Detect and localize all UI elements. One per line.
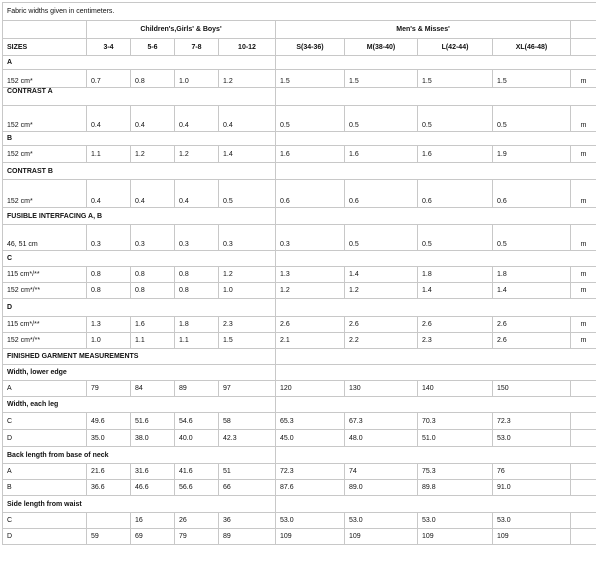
table-cell: 0.6	[345, 180, 418, 208]
table-cell: 1.2	[175, 146, 219, 163]
table-cell: 1.4	[345, 267, 418, 283]
table-cell: 0.5	[219, 180, 276, 208]
table-row	[3, 464, 596, 480]
table-cell: 89.0	[345, 480, 418, 496]
table-row	[3, 70, 596, 88]
table-row	[3, 381, 596, 397]
size-header: M(38-40)	[345, 39, 418, 56]
section-row	[3, 365, 596, 381]
row-label: A	[3, 381, 87, 397]
section-label: CONTRAST B	[3, 163, 276, 180]
table-cell: 53.0	[418, 513, 493, 529]
table-cell: 1.0	[219, 283, 276, 299]
table-cell: 1.2	[131, 146, 175, 163]
table-cell: 1.2	[219, 267, 276, 283]
section-row	[3, 132, 596, 146]
size-header: 5-6	[131, 39, 175, 56]
table-cell: 1.0	[87, 333, 131, 349]
row-label: 115 cm*/**	[3, 317, 87, 333]
table-cell: 58	[219, 413, 276, 430]
section-row	[3, 88, 596, 106]
section-label: Width, each leg	[3, 397, 276, 413]
table-cell: 0.3	[276, 225, 345, 251]
table-cell: 130	[345, 381, 418, 397]
table-cell: 76	[493, 464, 571, 480]
unit-cell: m	[571, 106, 596, 132]
table-cell: 0.3	[219, 225, 276, 251]
size-header: 10-12	[219, 39, 276, 56]
section-row	[3, 56, 596, 70]
table-cell: 2.3	[219, 317, 276, 333]
table-cell: 53.0	[276, 513, 345, 529]
table-cell: 0.6	[276, 180, 345, 208]
table-cell: 70.3	[418, 413, 493, 430]
table-cell: 41.6	[175, 464, 219, 480]
table-cell: 0.8	[87, 267, 131, 283]
table-cell: 109	[418, 529, 493, 545]
table-cell: 0.5	[493, 106, 571, 132]
table-row	[3, 513, 596, 529]
row-label: 152 cm*/**	[3, 333, 87, 349]
table-cell: 89	[175, 381, 219, 397]
table-cell: 120	[276, 381, 345, 397]
table-cell: 1.6	[345, 146, 418, 163]
table-cell: 97	[219, 381, 276, 397]
table-cell: 0.4	[87, 106, 131, 132]
row-label: A	[3, 464, 87, 480]
table-cell: 51.0	[418, 430, 493, 447]
table-row	[3, 480, 596, 496]
table-row	[3, 225, 596, 251]
row-label: 115 cm*/**	[3, 267, 87, 283]
table-cell: 79	[87, 381, 131, 397]
table-cell: 0.5	[418, 106, 493, 132]
unit-cell	[571, 513, 596, 529]
table-cell: 0.4	[175, 106, 219, 132]
row-label: D	[3, 529, 87, 545]
table-cell: 36	[219, 513, 276, 529]
table-cell: 40.0	[175, 430, 219, 447]
table-cell: 0.8	[131, 267, 175, 283]
table-row	[3, 146, 596, 163]
table-row	[3, 529, 596, 545]
table-cell: 16	[131, 513, 175, 529]
table-cell: 0.6	[493, 180, 571, 208]
table-cell: 1.2	[345, 283, 418, 299]
table-cell: 0.5	[345, 106, 418, 132]
table-cell: 2.6	[345, 317, 418, 333]
size-header: 3-4	[87, 39, 131, 56]
table-cell: 1.4	[418, 283, 493, 299]
table-cell: 26	[175, 513, 219, 529]
size-chart-table	[2, 2, 596, 545]
table-cell: 2.6	[493, 333, 571, 349]
table-cell: 0.7	[87, 70, 131, 88]
section-row	[3, 163, 596, 180]
row-label: D	[3, 430, 87, 447]
table-row	[3, 430, 596, 447]
table-cell: 0.5	[276, 106, 345, 132]
table-cell: 79	[175, 529, 219, 545]
row-label: 152 cm*	[3, 146, 87, 163]
unit-cell	[571, 464, 596, 480]
table-cell: 89	[219, 529, 276, 545]
table-cell: 109	[493, 529, 571, 545]
section-label: D	[3, 299, 276, 317]
table-cell: 74	[345, 464, 418, 480]
table-cell: 0.4	[131, 106, 175, 132]
section-label: FINISHED GARMENT MEASUREMENTS	[3, 349, 276, 365]
children-group-header: Children's,Girls' & Boys'	[87, 21, 276, 39]
table-cell: 1.2	[276, 283, 345, 299]
unit-cell: m	[571, 333, 596, 349]
section-label: Back length from base of neck	[3, 447, 276, 464]
table-cell: 0.6	[418, 180, 493, 208]
table-cell: 59	[87, 529, 131, 545]
table-cell: 1.4	[219, 146, 276, 163]
size-header: L(42-44)	[418, 39, 493, 56]
table-cell: 1.8	[493, 267, 571, 283]
section-row	[3, 208, 596, 225]
table-cell: 53.0	[493, 513, 571, 529]
row-label: C	[3, 413, 87, 430]
table-row	[3, 106, 596, 132]
section-label: C	[3, 251, 276, 267]
table-cell: 84	[131, 381, 175, 397]
section-label: B	[3, 132, 276, 146]
table-cell: 1.8	[175, 317, 219, 333]
table-row	[3, 283, 596, 299]
table-cell: 2.6	[493, 317, 571, 333]
table-cell: 1.5	[418, 70, 493, 88]
row-label: 152 cm*	[3, 106, 87, 132]
table-cell: 140	[418, 381, 493, 397]
unit-cell	[571, 529, 596, 545]
table-cell: 87.6	[276, 480, 345, 496]
table-cell: 1.6	[418, 146, 493, 163]
section-label: A	[3, 56, 276, 70]
unit-cell: m	[571, 267, 596, 283]
table-cell: 2.1	[276, 333, 345, 349]
unit-cell	[571, 381, 596, 397]
table-cell: 1.3	[276, 267, 345, 283]
table-cell: 45.0	[276, 430, 345, 447]
table-cell: 53.0	[493, 430, 571, 447]
table-cell: 109	[345, 529, 418, 545]
section-row	[3, 496, 596, 513]
table-cell: 51.6	[131, 413, 175, 430]
table-cell: 1.1	[131, 333, 175, 349]
table-cell: 1.4	[493, 283, 571, 299]
table-cell: 0.5	[345, 225, 418, 251]
table-cell: 89.8	[418, 480, 493, 496]
table-cell: 1.0	[175, 70, 219, 88]
fabric-width-note: Fabric widths given in centimeters.	[3, 3, 596, 21]
table-cell: 36.6	[87, 480, 131, 496]
table-cell: 0.8	[131, 70, 175, 88]
table-cell: 150	[493, 381, 571, 397]
table-cell: 0.4	[87, 180, 131, 208]
table-cell: 0.3	[175, 225, 219, 251]
row-label: 46, 51 cm	[3, 225, 87, 251]
table-row	[3, 317, 596, 333]
table-cell: 54.6	[175, 413, 219, 430]
table-cell: 2.3	[418, 333, 493, 349]
unit-cell	[571, 413, 596, 430]
table-cell	[87, 513, 131, 529]
table-cell: 1.5	[493, 70, 571, 88]
row-label: C	[3, 513, 87, 529]
row-label: 152 cm*	[3, 70, 87, 88]
table-cell: 65.3	[276, 413, 345, 430]
table-cell: 1.8	[418, 267, 493, 283]
table-row	[3, 413, 596, 430]
unit-cell: m	[571, 146, 596, 163]
section-label: Side length from waist	[3, 496, 276, 513]
adults-group-header: Men's & Misses'	[276, 21, 571, 39]
unit-cell: m	[571, 317, 596, 333]
table-cell: 0.8	[175, 283, 219, 299]
table-cell: 31.6	[131, 464, 175, 480]
table-cell: 53.0	[345, 513, 418, 529]
table-cell: 0.4	[175, 180, 219, 208]
table-cell: 1.3	[87, 317, 131, 333]
table-cell: 1.5	[276, 70, 345, 88]
table-cell: 72.3	[276, 464, 345, 480]
table-cell: 0.8	[131, 283, 175, 299]
table-cell: 48.0	[345, 430, 418, 447]
table-cell: 75.3	[418, 464, 493, 480]
table-cell: 69	[131, 529, 175, 545]
table-cell: 46.6	[131, 480, 175, 496]
table-cell: 2.6	[418, 317, 493, 333]
table-cell: 0.3	[87, 225, 131, 251]
table-cell: 38.0	[131, 430, 175, 447]
table-cell: 0.4	[131, 180, 175, 208]
table-cell: 2.2	[345, 333, 418, 349]
unit-cell: m	[571, 283, 596, 299]
table-cell: 35.0	[87, 430, 131, 447]
table-cell: 0.8	[87, 283, 131, 299]
unit-cell: m	[571, 225, 596, 251]
table-cell: 21.6	[87, 464, 131, 480]
table-cell: 1.1	[175, 333, 219, 349]
table-cell: 66	[219, 480, 276, 496]
table-cell: 49.6	[87, 413, 131, 430]
table-cell: 0.3	[131, 225, 175, 251]
table-cell: 1.6	[131, 317, 175, 333]
section-row	[3, 447, 596, 464]
section-label: FUSIBLE INTERFACING A, B	[3, 208, 276, 225]
section-row	[3, 299, 596, 317]
section-row	[3, 397, 596, 413]
table-cell: 0.5	[418, 225, 493, 251]
table-cell: 67.3	[345, 413, 418, 430]
section-row	[3, 251, 596, 267]
table-cell: 56.6	[175, 480, 219, 496]
table-cell: 0.4	[219, 106, 276, 132]
unit-cell	[571, 480, 596, 496]
table-cell: 1.5	[345, 70, 418, 88]
table-cell: 1.6	[276, 146, 345, 163]
table-cell: 0.8	[175, 267, 219, 283]
table-cell: 91.0	[493, 480, 571, 496]
section-label: Width, lower edge	[3, 365, 276, 381]
table-cell: 1.5	[219, 333, 276, 349]
section-row	[3, 349, 596, 365]
sizes-label: SIZES	[3, 39, 87, 56]
table-cell: 72.3	[493, 413, 571, 430]
table-cell: 1.9	[493, 146, 571, 163]
table-cell: 1.2	[219, 70, 276, 88]
table-row	[3, 267, 596, 283]
unit-cell: m	[571, 180, 596, 208]
table-cell: 51	[219, 464, 276, 480]
section-label: CONTRAST A	[3, 88, 276, 106]
row-label: 152 cm*/**	[3, 283, 87, 299]
row-label: 152 cm*	[3, 180, 87, 208]
table-row	[3, 180, 596, 208]
row-label: B	[3, 480, 87, 496]
table-cell: 2.6	[276, 317, 345, 333]
size-header: XL(46-48)	[493, 39, 571, 56]
table-row	[3, 333, 596, 349]
unit-cell	[571, 430, 596, 447]
table-cell: 109	[276, 529, 345, 545]
size-header: S(34-36)	[276, 39, 345, 56]
size-header: 7-8	[175, 39, 219, 56]
table-cell: 1.1	[87, 146, 131, 163]
unit-cell: m	[571, 70, 596, 88]
table-cell: 42.3	[219, 430, 276, 447]
table-cell: 0.5	[493, 225, 571, 251]
